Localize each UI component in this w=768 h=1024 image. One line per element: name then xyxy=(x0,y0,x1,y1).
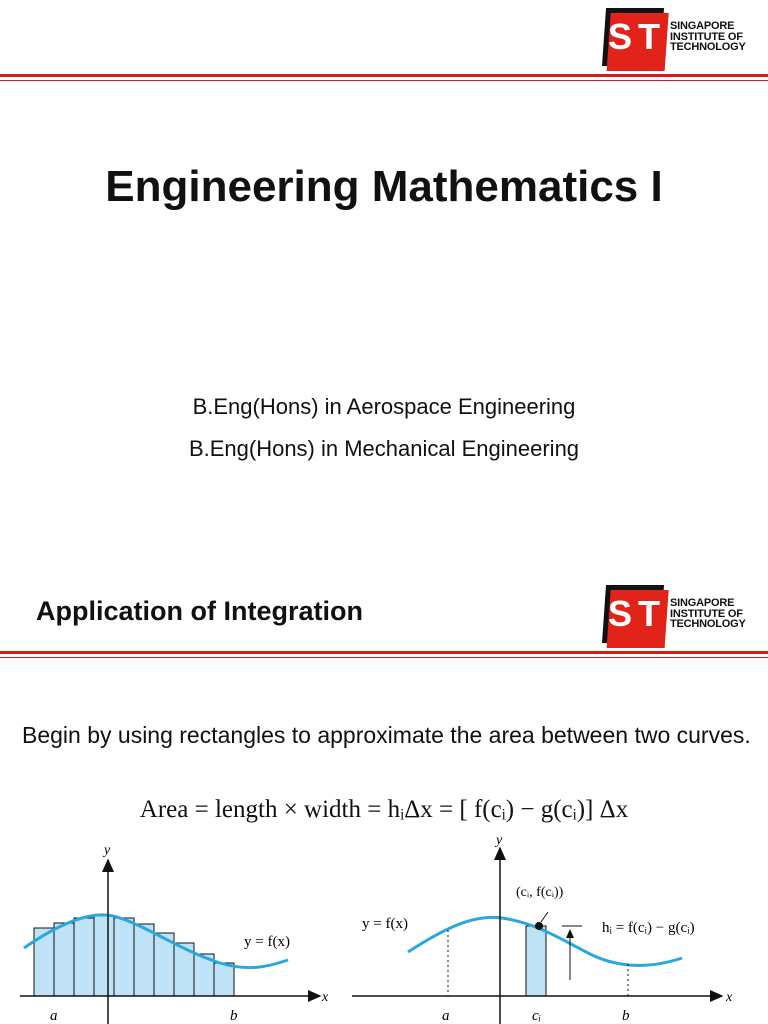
sit-logo xyxy=(604,8,746,66)
representative-rectangle xyxy=(526,926,546,996)
program-mechanical: B.Eng(Hons) in Mechanical Engineering xyxy=(188,436,580,461)
program-aerospace: B.Eng(Hons) in Aerospace Engineering xyxy=(192,394,576,419)
a-label: a xyxy=(50,1008,58,1024)
a-label: a xyxy=(442,1008,450,1024)
b-label: b xyxy=(622,1008,630,1024)
area-formula: Area = length × width = hᵢΔx = [ f(cᵢ) − g(cᵢ)] Δx xyxy=(139,796,629,823)
b-label: b xyxy=(230,1008,238,1024)
sit-logo-text: SINGAPORE INSTITUTE OF TECHNOLOGY xyxy=(670,597,746,631)
sit-logo xyxy=(604,585,746,643)
curve-label: y = f(x) xyxy=(362,916,408,932)
c-label: cᵢ xyxy=(532,1008,542,1024)
point-label: (cᵢ, f(cᵢ)) xyxy=(516,885,564,900)
sit-logo-mark: S i T xyxy=(602,8,664,66)
y-axis-label: y xyxy=(104,843,111,858)
curve-label: y = f(x) xyxy=(244,934,290,950)
representative-rectangle-figure xyxy=(352,830,762,1024)
slide-heading: Application of Integration xyxy=(36,596,363,626)
sit-logo-mark: S i T xyxy=(602,585,664,643)
sit-logo-text: SINGAPORE INSTITUTE OF TECHNOLOGY xyxy=(670,20,746,54)
x-axis-label: x xyxy=(322,990,329,1005)
header-rule xyxy=(0,74,768,81)
slide-title: Engineering Mathematics I xyxy=(105,162,663,211)
riemann-rectangles-figure xyxy=(20,838,340,1024)
body-text: Begin by using rectangles to approximate the area between two curves. xyxy=(22,722,751,748)
header-rule xyxy=(0,651,768,658)
x-axis-label: x xyxy=(726,990,733,1005)
height-label: hᵢ = f(cᵢ) − g(cᵢ) xyxy=(602,920,695,936)
sample-point xyxy=(535,922,543,930)
y-axis-label: y xyxy=(496,833,503,848)
